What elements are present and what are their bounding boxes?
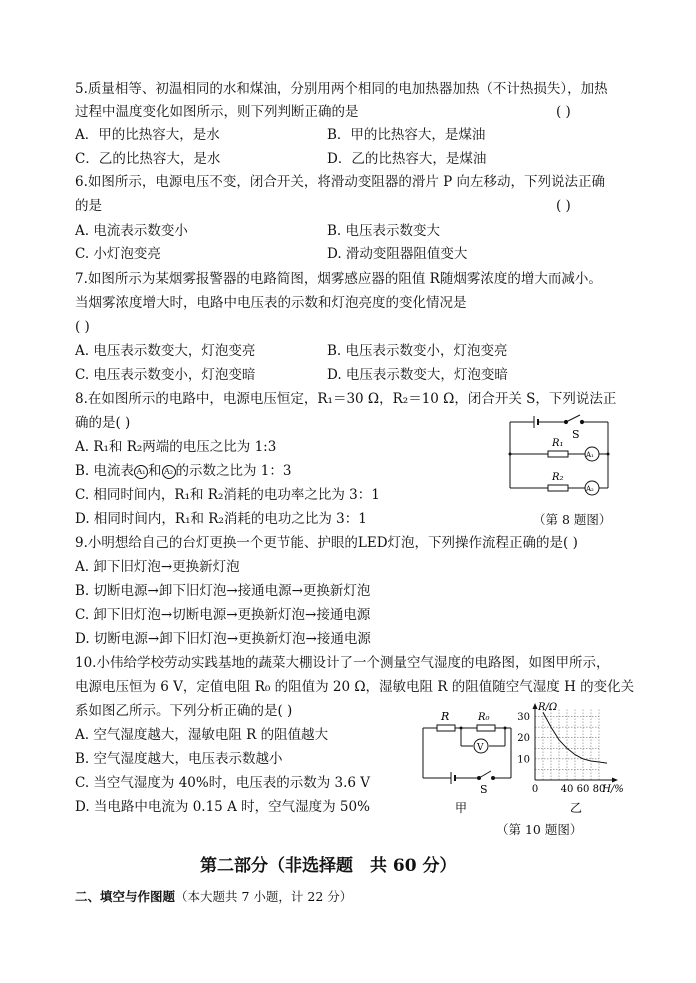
q6-option-b: B. 电压表示数变大: [327, 223, 441, 239]
q10-stem-line3: 系如图乙所示。下列分析正确的是( ): [75, 703, 293, 719]
q8-option-b-suffix: 的示数之比为 1：3: [175, 463, 292, 479]
q7-option-c: C. 电压表示数变小，灯泡变暗: [75, 367, 256, 383]
q10-option-d: D. 当电路中电流为 0.15 A 时，空气湿度为 50%: [75, 799, 370, 815]
q10-fig-r-label: R: [441, 710, 450, 723]
q10-resistance-humidity-chart: [515, 698, 630, 820]
q7-option-b: B. 电压表示数变小，灯泡变亮: [327, 343, 508, 359]
q10-fig-jia-label: 甲: [455, 801, 468, 815]
q8-fig-switch-label: S: [572, 428, 580, 441]
chart-x-tick-label: 40: [560, 784, 574, 795]
q10-option-b: B. 空气湿度越大，电压表示数越小: [75, 751, 283, 767]
q5-answer-paren: ( ): [556, 104, 571, 120]
q6-stem-line1: 6.如图所示，电源电压不变，闭合开关，将滑动变阻器的滑片 P 向左移动，下列说法正确: [75, 174, 606, 190]
q10-figure-caption: （第 10 题图）: [496, 822, 583, 837]
q8-circuit-diagram: [500, 412, 615, 500]
q8-stem-line2: 确的是( ): [75, 415, 131, 431]
q8-option-b-prefix: B. 电流表: [75, 463, 135, 479]
q5-stem-line1: 5.质量相等、初温相同的水和煤油，分别用两个相同的电加热器加热（不计热损失），加热: [75, 81, 608, 97]
q8-option-b-and: 和: [148, 463, 162, 479]
chart-y-tick-label: 10: [517, 754, 530, 766]
chart-x-tick-label: 80: [592, 784, 606, 795]
q8-fig-a1-label: A₁: [586, 451, 594, 459]
q5-option-c: C．乙的比热容大，是水: [75, 151, 221, 167]
q9-option-c: C. 卸下旧灯泡→切断电源→更换新灯泡→接通电源: [75, 607, 371, 623]
q7-stem-line1: 7.如图所示为某烟雾报警器的电路简图，烟雾感应器的阻值 R随烟雾浓度的增大而减小。: [75, 271, 602, 287]
q5-option-a: A．甲的比热容大，是水: [75, 127, 220, 143]
q8-figure-caption: （第 8 题图）: [533, 512, 612, 527]
part2-title: 第二部分（非选择题 共 60 分）: [200, 856, 457, 876]
q8-fig-r2-label: R₂: [552, 472, 564, 483]
q5-option-d: D．乙的比热容大，是煤油: [327, 151, 487, 167]
q8-option-c: C. 相同时间内，R₁和 R₂消耗的电功率之比为 3：1: [75, 487, 380, 503]
chart-x-tick-label: 0: [531, 784, 539, 795]
q6-option-c: C. 小灯泡变亮: [75, 246, 161, 262]
q10-option-a: A. 空气湿度越大，湿敏电阻 R 的阻值越大: [75, 727, 329, 743]
q7-stem-line2: 当烟雾浓度增大时，电路中电压表的示数和灯泡亮度的变化情况是: [75, 295, 467, 311]
q6-answer-paren: ( ): [556, 198, 571, 214]
q10-chart-ylabel: R/Ω: [538, 702, 558, 713]
q8-fig-a2-label: A₂: [586, 485, 594, 493]
q10-chart-xlabel: H/%: [602, 784, 624, 795]
q10-circuit-diagram: [415, 706, 520, 816]
q7-option-d: D. 电压表示数变大，灯泡变暗: [327, 367, 508, 383]
q10-stem-line1: 10.小伟给学校劳动实践基地的蔬菜大棚设计了一个测量空气湿度的电路图，如图甲所示，: [75, 655, 610, 671]
q8-option-d: D. 相同时间内，R₁和 R₂消耗的电功之比为 3：1: [75, 511, 367, 527]
q8-option-a: A. R₁和 R₂两端的电压之比为 1:3: [75, 439, 277, 455]
q10-option-c: C. 当空气湿度为 40%时，电压表的示数为 3.6 V: [75, 775, 371, 791]
q5-option-b: B．甲的比热容大，是煤油: [327, 127, 486, 143]
q8-stem-line1: 8.在如图所示的电路中，电源电压恒定，R₁＝30 Ω，R₂＝10 Ω，闭合开关 S，下列说法正: [75, 391, 617, 407]
q6-option-d: D. 滑动变阻器阻值变大: [327, 246, 468, 262]
q10-fig-yi-label: 乙: [570, 801, 583, 815]
q8-option-b: [75, 462, 292, 480]
q10-fig-r0-label: R₀: [478, 712, 490, 723]
q7-option-a: A. 电压表示数变大，灯泡变亮: [75, 343, 256, 359]
chart-x-tick-label: 60: [576, 784, 590, 795]
q6-stem-line2: 的是: [75, 198, 102, 214]
section-heading-bold: 二、填空与作图题: [75, 889, 176, 904]
chart-y-tick-label: 30: [517, 712, 530, 724]
ammeter-a1-symbol: A₁: [134, 465, 148, 479]
q9-option-d: D. 切断电源→卸下旧灯泡→更换新灯泡→接通电源: [75, 631, 371, 647]
chart-y-tick-label: 20: [517, 733, 530, 745]
q9-option-b: B. 切断电源→卸下旧灯泡→接通电源→更换新灯泡: [75, 583, 371, 599]
q7-answer-paren: ( ): [75, 319, 90, 335]
q5-stem-line2: 过程中温度变化如图所示，则下列判断正确的是: [75, 104, 359, 120]
ammeter-a2-symbol: A₂: [162, 465, 176, 479]
q10-fig-voltmeter-label: V: [477, 743, 484, 753]
q6-option-a: A. 电流表示数变小: [75, 223, 188, 239]
q10-fig-switch-label: S: [480, 783, 488, 796]
q9-option-a: A. 卸下旧灯泡→更换新灯泡: [75, 559, 240, 575]
section-heading: [75, 887, 352, 905]
section-heading-note: （本大题共 7 小题，计 22 分）: [175, 889, 353, 904]
q8-fig-r1-label: R₁: [552, 438, 564, 449]
q9-stem: 9.小明想给自己的台灯更换一个更节能、护眼的LED灯泡，下列操作流程正确的是( ): [75, 535, 578, 551]
q10-stem-line2: 电源电压恒为 6 V，定值电阻 R₀ 的阻值为 20 Ω，湿敏电阻 R 的阻值随空气湿度 H 的变化关: [75, 679, 635, 695]
